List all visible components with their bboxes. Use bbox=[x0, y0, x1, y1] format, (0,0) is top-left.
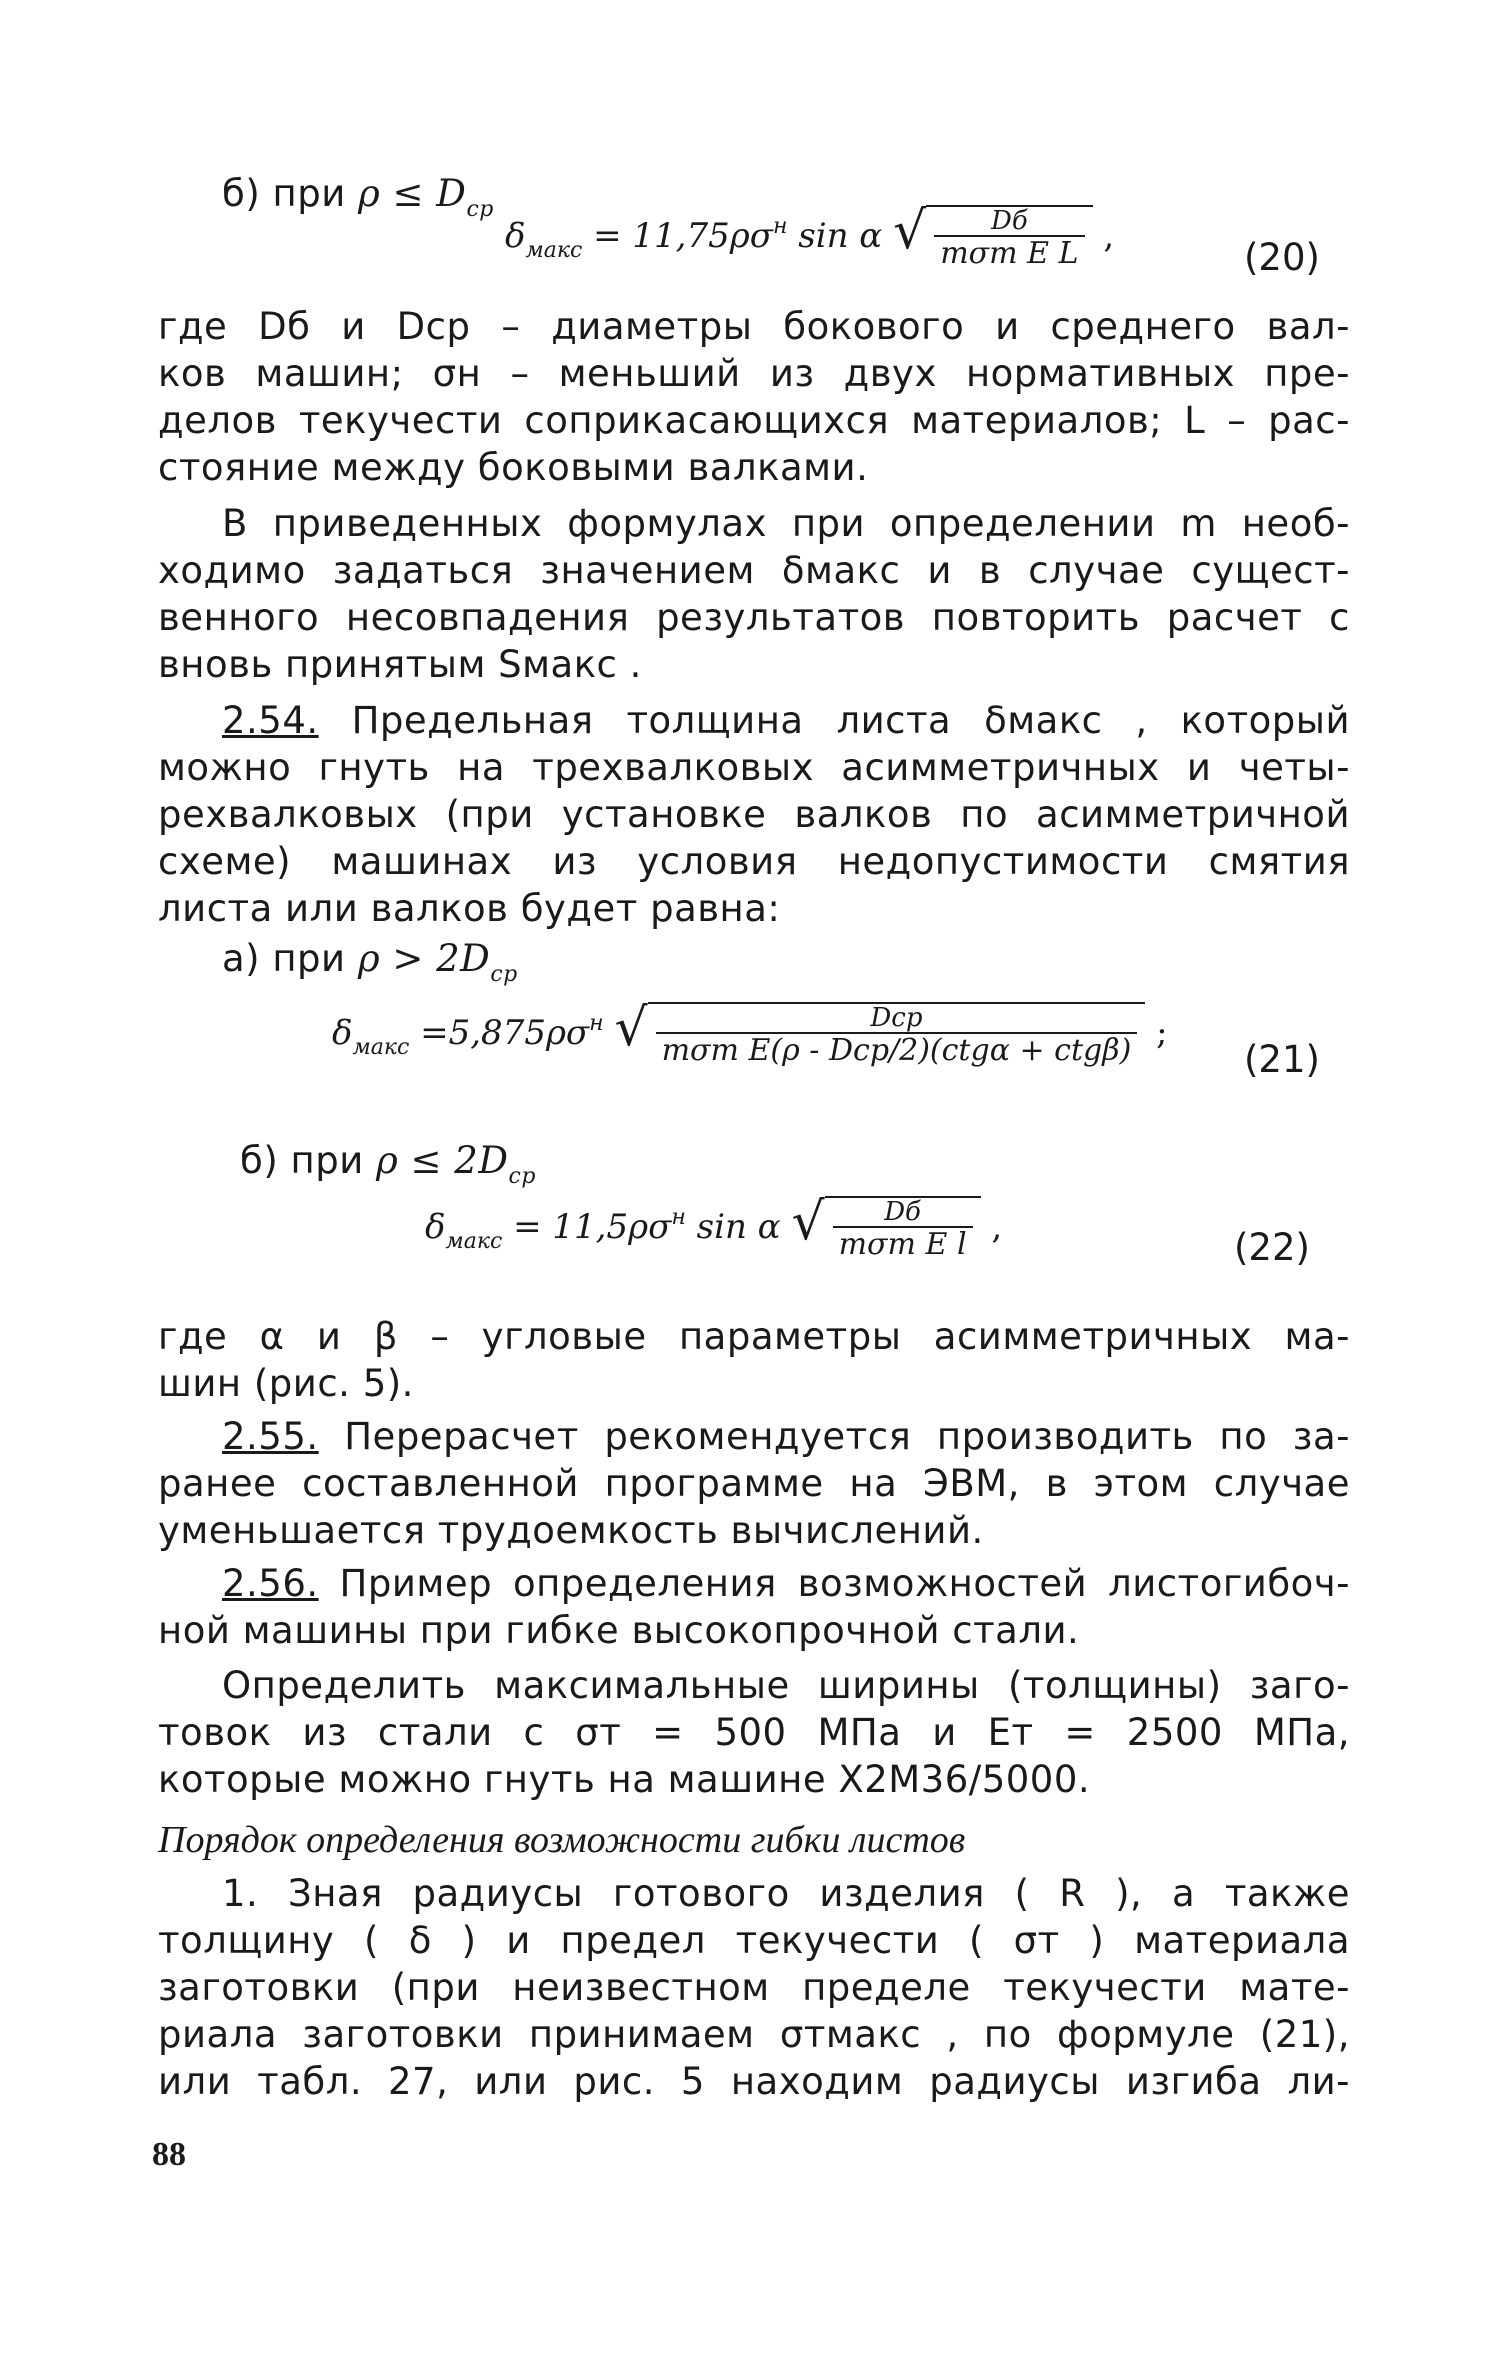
para1-line: стояние между боковыми валками. bbox=[158, 446, 869, 489]
section-2-54-line: листа или валков будет равна: bbox=[158, 887, 781, 930]
para2-line: В приведенных формулах при определении m необ- bbox=[222, 502, 1350, 545]
para4-line: товок из стали с σт = 500 МПа и Eт = 2500 МПа, bbox=[158, 1711, 1350, 1754]
para3-line: шин (рис. 5). bbox=[158, 1362, 414, 1405]
section-2-56-line: 2.56. Пример определения возможностей листогибоч- bbox=[222, 1562, 1350, 1605]
para1-line: где Dб и Dср – диаметры бокового и среднего вал- bbox=[158, 305, 1350, 348]
case-b1-label: б) при $\rho \le D_{ср}$ bbox=[222, 172, 494, 222]
formula-21: $\delta_{макс} =5,875\rho\sigma^н$ √ $\frac{\text{Dср}}{\text{mσт E(ρ - Dср/2)(ctgα + ctgβ)}}$ ; bbox=[332, 998, 1168, 1068]
section-2-55-line: ранее составленной программе на ЭВМ, в этом случае bbox=[158, 1462, 1350, 1505]
section-2-54-line: схеме) машинах из условия недопустимости смятия bbox=[158, 840, 1350, 883]
equation-number-22: (22) bbox=[1234, 1226, 1310, 1269]
para3-line: где α и β – угловые параметры асимметричных ма- bbox=[158, 1315, 1350, 1358]
para4-line: Определить максимальные ширины (толщины) заго- bbox=[222, 1664, 1350, 1707]
formula-20: $\delta_{макс} = 11,75\rho\sigma^н$ sin α √ $\frac{Dб}{\text{mσт E L}}$ , bbox=[505, 201, 1115, 271]
section-2-55-line: 2.55. Перерасчет рекомендуется производить по за- bbox=[222, 1415, 1350, 1458]
para5-line: 1. Зная радиусы готового изделия ( R ), а также bbox=[222, 1872, 1350, 1915]
section-2-56-line: ной машины при гибке высокопрочной стали. bbox=[158, 1609, 1080, 1652]
para5-line: риала заготовки принимаем σтмакс , по формуле (21), bbox=[158, 2013, 1350, 2056]
para4-line: которые можно гнуть на машине Х2М36/5000. bbox=[158, 1758, 1091, 1801]
para2-line: вновь принятым Sмакс . bbox=[158, 643, 642, 686]
para1-line: делов текучести соприкасающихся материалов; L – рас- bbox=[158, 399, 1350, 442]
section-number: 2.55. bbox=[222, 1415, 319, 1458]
equation-number-21: (21) bbox=[1244, 1038, 1320, 1081]
case-b2-label: б) при $\rho \le 2D_{ср}$ bbox=[240, 1139, 536, 1189]
formula-22: $\delta_{макс} = 11,5\rho\sigma^н$ sin α √ $\frac{Dб}{\text{mσт E l}}$ , bbox=[425, 1192, 1003, 1262]
case-a-label: а) при $\rho > 2D_{ср}$ bbox=[222, 937, 518, 987]
para5-line: заготовки (при неизвестном пределе текучести мате- bbox=[158, 1966, 1350, 2009]
para1-line: ков машин; σн – меньший из двух нормативных пре- bbox=[158, 352, 1350, 395]
section-heading: Порядок определения возможности гибки листов bbox=[158, 1819, 966, 1861]
section-2-54-line: рехвалковых (при установке валков по асимметричной bbox=[158, 793, 1350, 836]
section-2-54-line: можно гнуть на трехвалковых асимметричных и четы- bbox=[158, 746, 1350, 789]
section-2-55-line: уменьшается трудоемкость вычислений. bbox=[158, 1509, 984, 1552]
page-number: 88 bbox=[152, 2136, 186, 2173]
section-number: 2.56. bbox=[222, 1562, 319, 1605]
para5-line: толщину ( δ ) и предел текучести ( σт ) материала bbox=[158, 1919, 1350, 1962]
equation-number-20: (20) bbox=[1244, 236, 1320, 279]
section-2-54-line: 2.54. Предельная толщина листа δмакс , который bbox=[222, 699, 1351, 742]
para2-line: ходимо задаться значением δмакс и в случае сущест- bbox=[158, 549, 1350, 592]
section-number: 2.54. bbox=[222, 699, 319, 742]
para2-line: венного несовпадения результатов повторить расчет с bbox=[158, 596, 1350, 639]
para5-line: или табл. 27, или рис. 5 находим радиусы изгиба ли- bbox=[158, 2060, 1350, 2103]
